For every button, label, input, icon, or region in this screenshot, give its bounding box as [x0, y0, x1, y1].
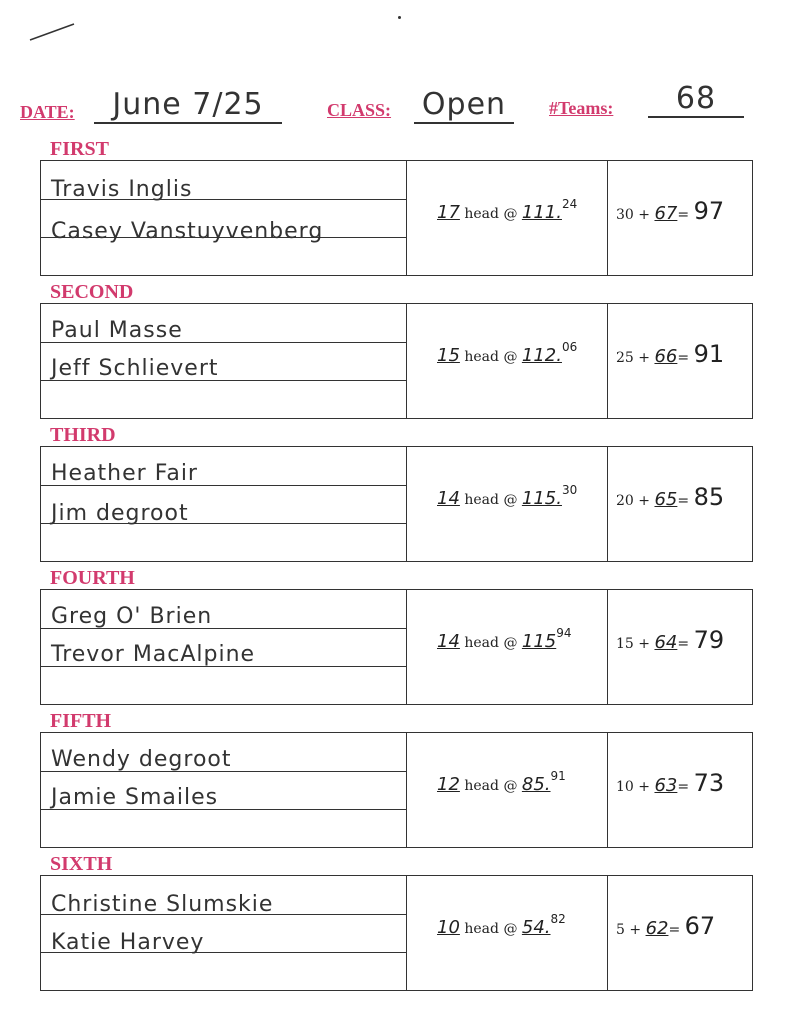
time-value: 112.	[521, 345, 562, 366]
team-member-name: Trevor MacAlpine	[51, 642, 256, 667]
place-label-fifth: FIFTH	[50, 710, 112, 732]
head-word: head	[464, 492, 499, 508]
head-count: 17	[437, 202, 460, 223]
base-points: 5	[616, 922, 625, 938]
team-member-name: Paul Masse	[51, 318, 183, 343]
head-word: head	[464, 778, 499, 794]
team-names-cell	[41, 447, 407, 561]
head-count: 14	[437, 631, 460, 652]
time-value: 111.	[521, 202, 562, 223]
base-points: 15	[616, 636, 634, 652]
bonus-points: 63	[654, 775, 678, 796]
team-names-cell	[41, 876, 407, 990]
score-cell	[608, 447, 752, 561]
total-points: 97	[693, 197, 725, 225]
team-member-name: Katie Harvey	[51, 930, 205, 955]
bonus-points: 62	[645, 918, 669, 939]
place-label-fourth: FOURTH	[50, 567, 135, 589]
head-time-cell	[407, 304, 608, 418]
base-points: 20	[616, 493, 634, 509]
team-member-name: Travis Inglis	[51, 177, 193, 202]
score-cell	[608, 590, 752, 704]
team-names-cell	[41, 590, 407, 704]
total-points: 85	[693, 483, 725, 511]
head-count: 15	[437, 345, 460, 366]
total-points: 91	[693, 340, 725, 368]
score-cell	[608, 876, 752, 990]
time-hundredths: 06	[561, 340, 578, 354]
at-symbol: @	[503, 921, 518, 937]
at-symbol: @	[503, 206, 518, 222]
date-value: June 7/25	[94, 88, 282, 124]
head-word: head	[464, 206, 499, 222]
team-member-name: Christine Slumskie	[51, 892, 274, 917]
results-row-fifth	[40, 732, 753, 848]
score-cell	[608, 304, 752, 418]
head-time-cell	[407, 733, 608, 847]
team-names-cell	[41, 304, 407, 418]
form-header	[0, 81, 791, 128]
equals-sign: =	[677, 207, 690, 223]
team-member-name: Jamie Smailes	[51, 785, 219, 810]
place-label-first: FIRST	[50, 138, 109, 160]
head-time-cell	[407, 161, 608, 275]
total-points: 73	[693, 769, 725, 797]
place-label-third: THIRD	[50, 424, 116, 446]
team-member-name: Wendy degroot	[51, 747, 232, 772]
base-points: 10	[616, 779, 634, 795]
score-cell	[608, 161, 752, 275]
plus-sign: +	[638, 636, 651, 652]
bonus-points: 67	[654, 203, 678, 224]
time-hundredths: 91	[550, 769, 566, 783]
head-count: 10	[437, 917, 460, 938]
plus-sign: +	[638, 350, 651, 366]
teams-value: 68	[648, 82, 744, 118]
head-word: head	[464, 349, 499, 365]
at-symbol: @	[503, 778, 518, 794]
score-cell	[608, 733, 752, 847]
head-word: head	[464, 921, 499, 937]
class-value: Open	[414, 88, 514, 124]
base-points: 30	[616, 207, 634, 223]
at-symbol: @	[503, 635, 518, 651]
bonus-points: 66	[654, 346, 678, 367]
equals-sign: =	[677, 493, 690, 509]
results-row-third	[40, 446, 753, 562]
team-member-name: Casey Vanstuyvenberg	[51, 219, 324, 244]
results-row-fourth	[40, 589, 753, 705]
time-hundredths: 30	[561, 483, 578, 497]
at-symbol: @	[503, 349, 518, 365]
head-time-cell	[407, 590, 608, 704]
team-member-name: Jim degroot	[51, 501, 189, 526]
results-row-sixth	[40, 875, 753, 991]
head-time-cell	[407, 447, 608, 561]
at-symbol: @	[503, 492, 518, 508]
time-value: 54.	[521, 917, 551, 938]
plus-sign: +	[638, 207, 651, 223]
bonus-points: 65	[654, 489, 678, 510]
team-member-name: Heather Fair	[51, 461, 198, 486]
pen-stroke-mark	[28, 20, 78, 44]
teams-label: #Teams:	[549, 98, 614, 118]
time-value: 115.	[521, 488, 562, 509]
plus-sign: +	[638, 779, 651, 795]
base-points: 25	[616, 350, 634, 366]
place-label-sixth: SIXTH	[50, 853, 113, 875]
equals-sign: =	[668, 922, 681, 938]
total-points: 67	[684, 912, 716, 940]
plus-sign: +	[629, 922, 642, 938]
head-count: 12	[437, 774, 460, 795]
time-hundredths: 94	[556, 626, 572, 640]
team-names-cell	[41, 161, 407, 275]
team-names-cell	[41, 733, 407, 847]
date-label: DATE:	[20, 102, 75, 122]
equals-sign: =	[677, 779, 690, 795]
time-hundredths: 24	[561, 197, 578, 211]
team-member-name: Jeff Schlievert	[51, 356, 219, 381]
head-word: head	[464, 635, 499, 651]
time-value: 115	[521, 631, 557, 652]
bonus-points: 64	[654, 632, 678, 653]
equals-sign: =	[677, 636, 690, 652]
team-member-name: Greg O' Brien	[51, 604, 213, 629]
head-count: 14	[437, 488, 460, 509]
time-value: 85.	[521, 774, 551, 795]
class-label: CLASS:	[327, 100, 392, 120]
results-row-second	[40, 303, 753, 419]
plus-sign: +	[638, 493, 651, 509]
time-hundredths: 82	[550, 912, 566, 926]
results-row-first	[40, 160, 753, 276]
ink-dot	[398, 16, 401, 19]
total-points: 79	[693, 626, 725, 654]
head-time-cell	[407, 876, 608, 990]
place-label-second: SECOND	[50, 281, 134, 303]
equals-sign: =	[677, 350, 690, 366]
